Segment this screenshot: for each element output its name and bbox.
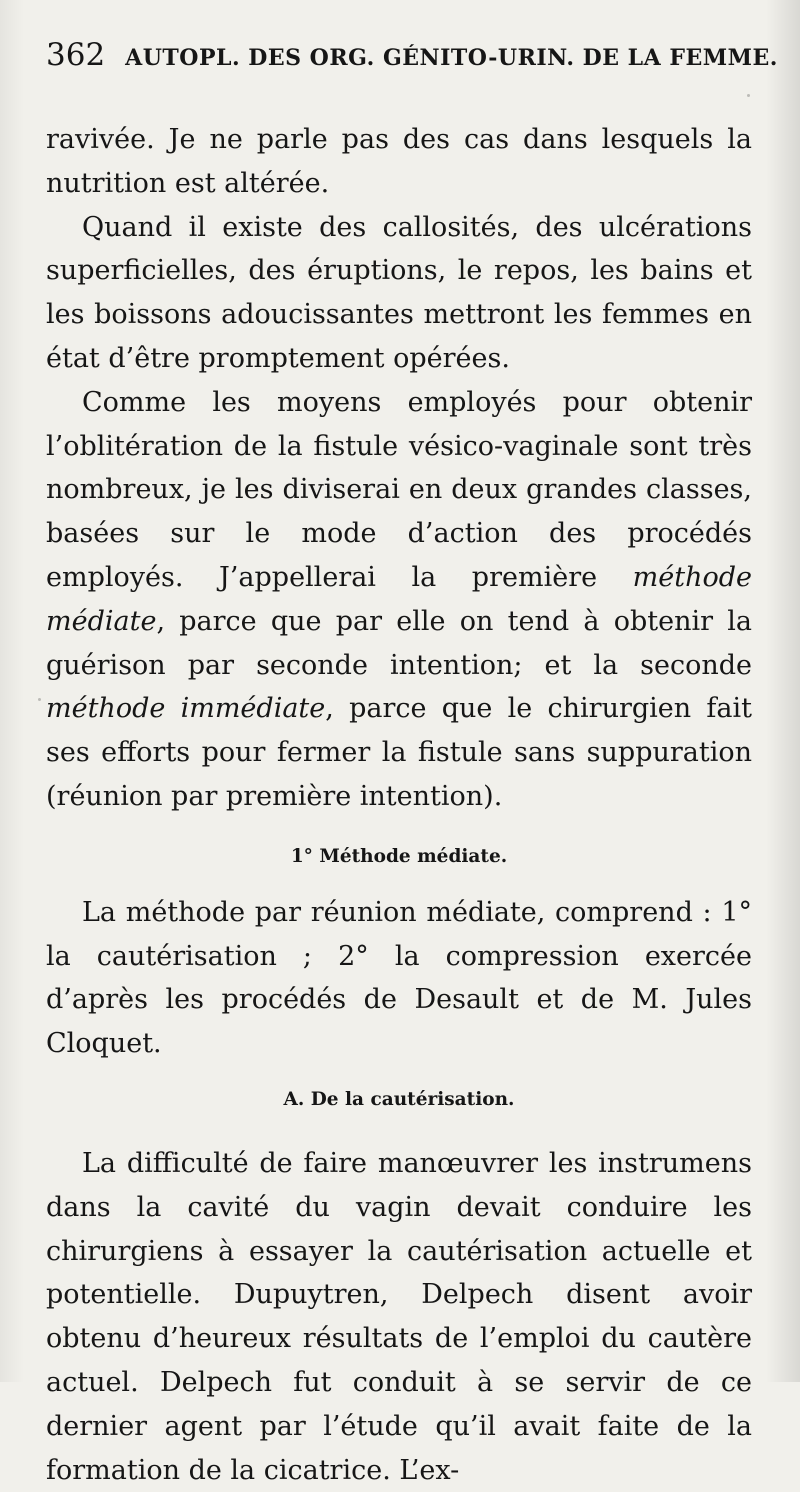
method-mediate-term: méthode médiate — [46, 561, 752, 637]
page-number: 362 — [46, 37, 106, 73]
paragraph-callosites: Quand il existe des callosités, des ulcérations superficielles, des éruptions, le repos, les bains et les boissons adoucissantes mettront les femmes en état d’être promptement opérées. — [46, 211, 752, 374]
paper-speck — [747, 94, 750, 97]
paragraph-methodes-text-1: Comme les moyens employés pour obtenir l’oblitération de la fistule vésico-vaginale sont très nombreux, je les diviserai en deux grandes classes, basées sur le mode d’action des procédés employés. J’appellerai la première — [46, 386, 752, 593]
method-immediate-term: méthode immédiate — [46, 693, 326, 725]
paragraph-ravivee: ravivée. Je ne parle pas des cas dans lesquels la nutrition est altérée. — [46, 124, 752, 199]
section-heading: 1° Méthode médiate. — [290, 845, 508, 867]
running-head — [46, 37, 778, 84]
paragraph-reunion-mediate: La méthode par réunion médiate, comprend : 1° la cautérisation ; 2° la compression exercée d’après les procédés de Desault et de M. Jules Cloquet. — [46, 896, 752, 1060]
paper-speck — [38, 698, 41, 701]
subheading-cauterisation: A. De la cautérisation. — [283, 1088, 515, 1110]
paragraph-methodes-text-2: , parce que par elle on tend à obtenir la guérison par seconde intention; et la seconde — [46, 605, 752, 681]
paragraph-methodes-text-3: , parce que le chirurgien fait ses efforts pour fermer la fistule sans suppuration (réunion par première intention). — [46, 693, 752, 812]
paragraph-methodes — [46, 381, 752, 819]
running-title: AUTOPL. DES ORG. GÉNITO-URIN. DE LA FEMME. — [125, 45, 778, 71]
paragraph-difficulte: La difficulté de faire manœuvrer les instrumens dans la cavité du vagin devait conduire les chirurgiens à essayer la cautérisation actuelle et potentielle. Dupuytren, Delpech disent avoir obtenu d’heureux résultats de l’emploi du cautère actuel. Delpech fut conduit à se servir de ce dernier agent par l’étude qu’il avait faite de la formation de la cicatrice. L’ex- — [46, 1147, 752, 1486]
